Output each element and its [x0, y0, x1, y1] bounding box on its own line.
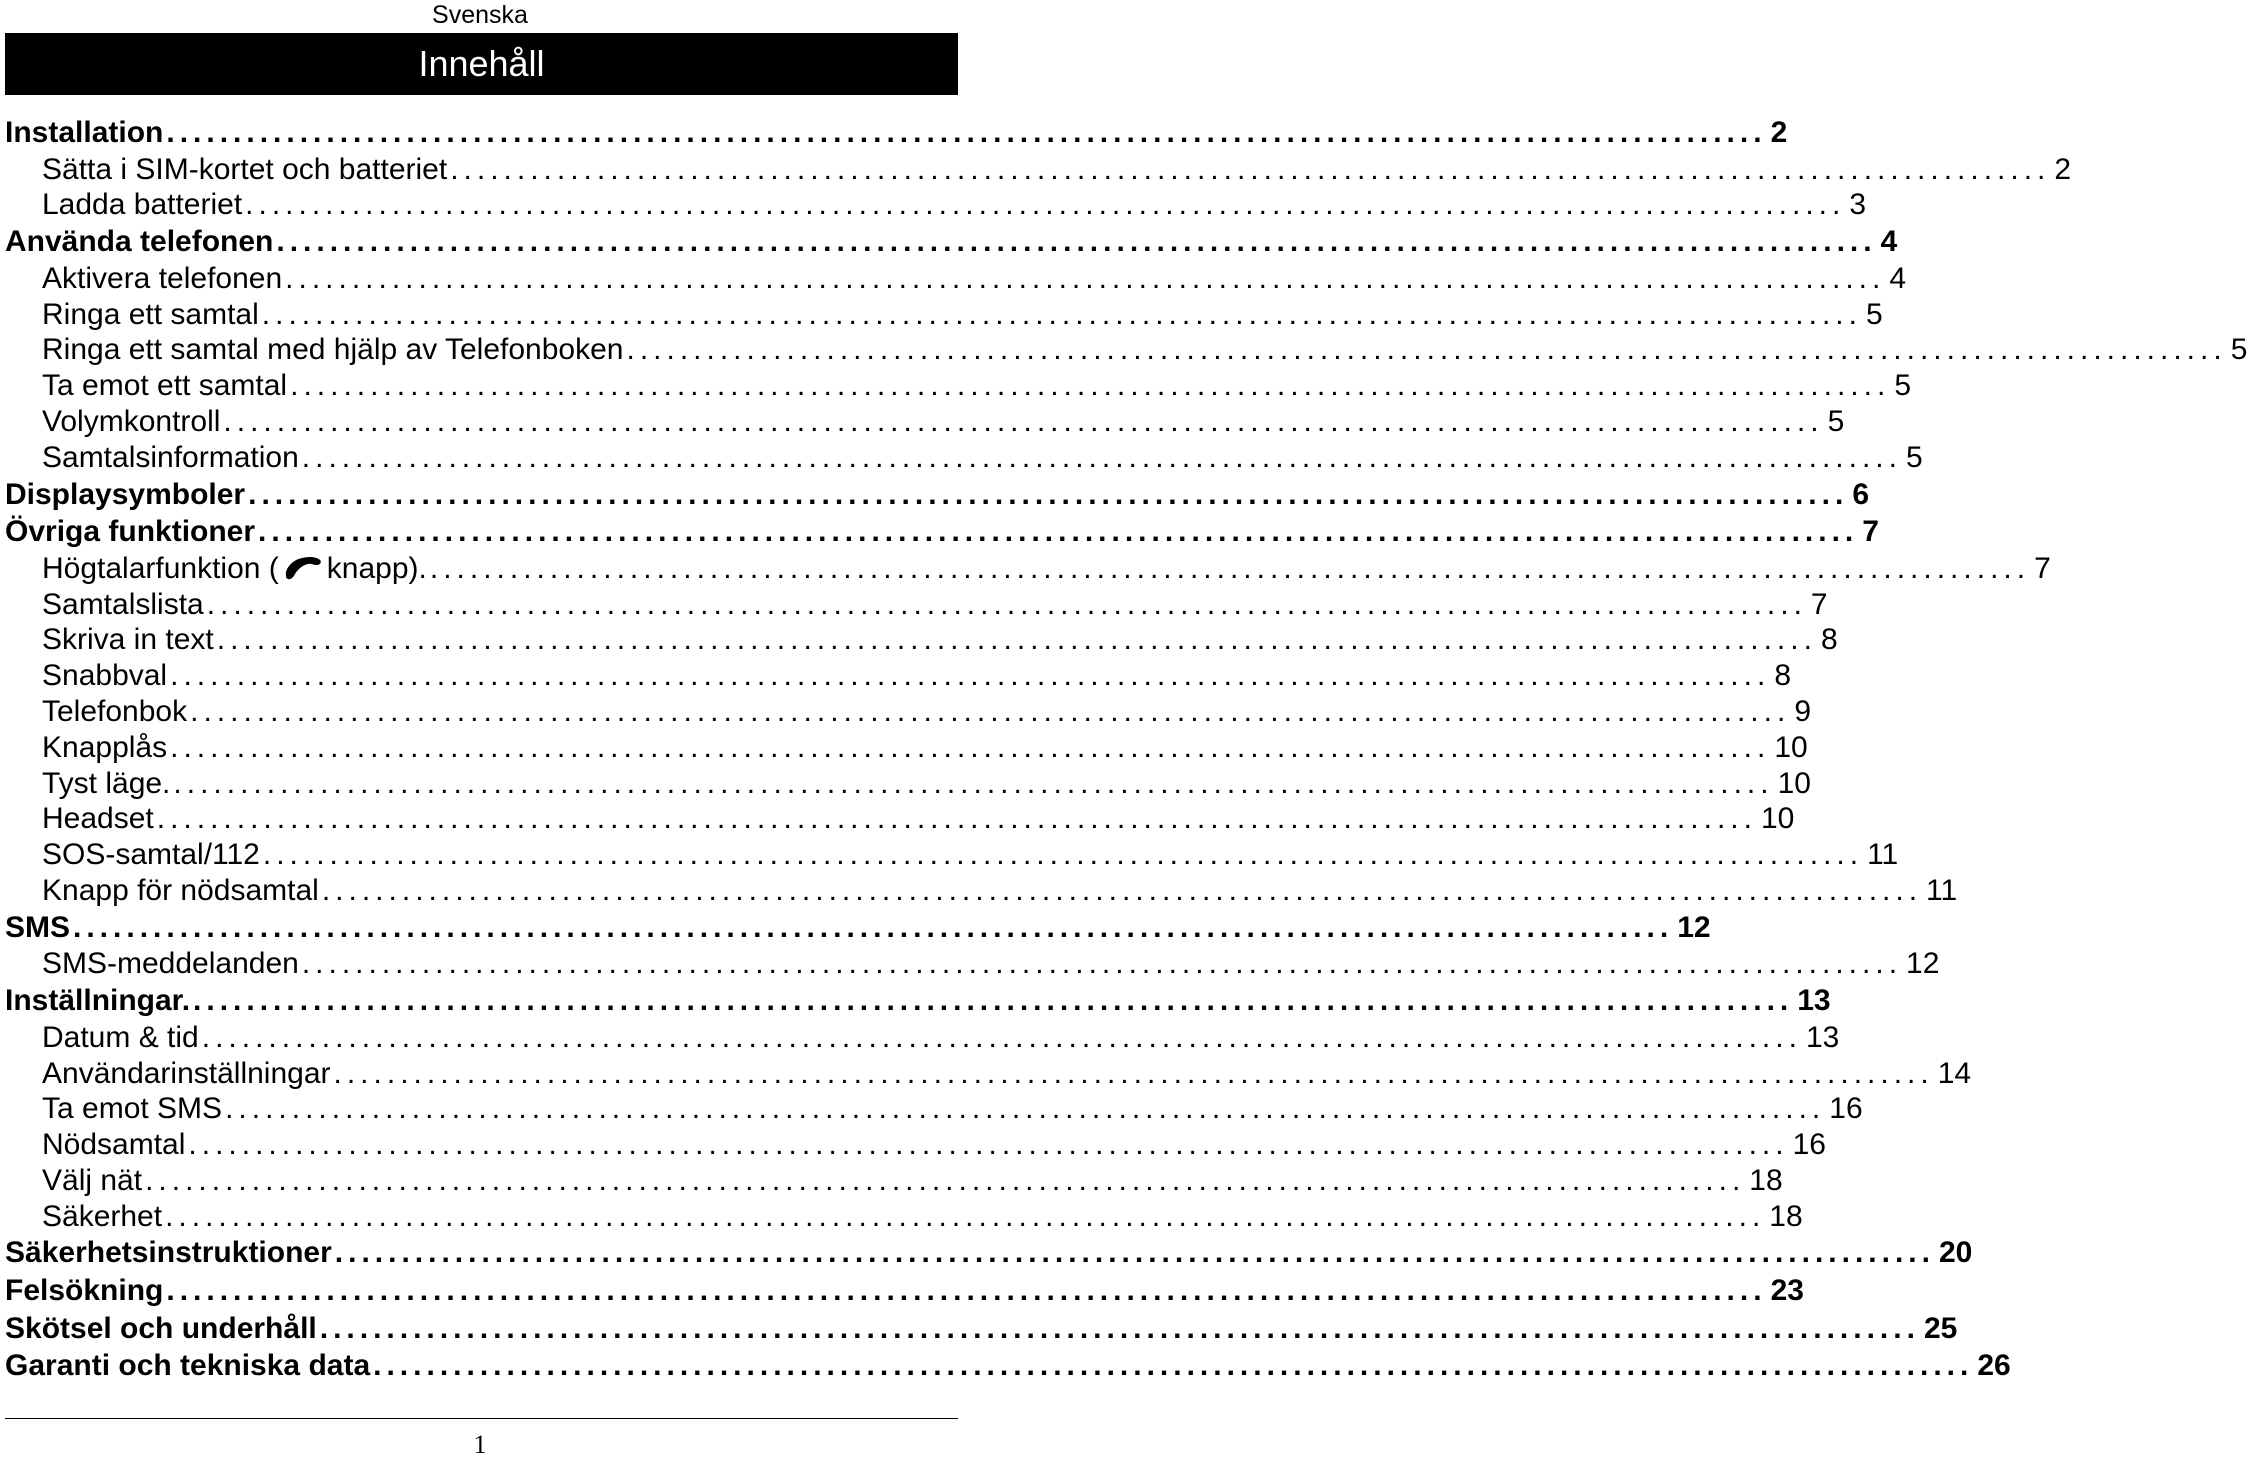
toc-subsection-entry: [5, 1020, 1840, 1056]
toc-entry-label-text: SMS-meddelanden: [42, 947, 299, 981]
toc-dot-leader: ........................................................................................................................: [301, 440, 1902, 474]
toc-subsection-entry: [5, 837, 1899, 873]
toc-dot-leader: ........................................................................................................................: [245, 188, 1846, 222]
toc-subsection-entry: [5, 873, 1958, 909]
toc-section-entry: [5, 513, 1879, 551]
toc-entry-label-text: Skriva in text: [42, 623, 214, 657]
toc-entry-label-text: Använda telefonen: [5, 225, 274, 259]
toc-entry-label-text: Volymkontroll: [42, 404, 221, 438]
toc-dot-leader: ........................................................................................................................: [262, 838, 1864, 872]
toc-subsection-entry: [5, 261, 1907, 297]
toc-dot-leader: ........................................................................................................................: [626, 333, 2227, 367]
toc-dot-leader: ........................................................................................................................: [170, 730, 1771, 764]
toc-subsection-entry: [5, 730, 1808, 766]
toc-page-number: 20: [1938, 1236, 1973, 1270]
language-label: Svenska: [432, 1, 528, 29]
toc-entry-label-text: Högtalarfunktion (: [42, 551, 279, 585]
toc-entry-label-text: Knapplås: [42, 730, 168, 764]
toc-entry-label-text: Datum & tid: [42, 1020, 199, 1054]
toc-dot-leader: ........................................................................................................................: [429, 551, 2031, 585]
toc-entry-label: [42, 297, 259, 333]
toc-entry-label-text: Snabbval: [42, 659, 168, 693]
toc-entry-label: [42, 873, 319, 909]
toc-dot-leader: ........................................................................................................................: [170, 659, 1771, 693]
toc-entry-label-text: Telefonbok: [42, 694, 188, 728]
toc-dot-leader: ........................................................................................................................: [223, 404, 1824, 438]
page-number: 1: [473, 1430, 487, 1459]
toc-entry-label: [42, 261, 282, 297]
toc-dot-leader: ........................................................................................................................: [258, 515, 1859, 549]
toc-page-number: 4: [1880, 225, 1898, 259]
toc-entry-label-text: SOS-samtal/112: [42, 838, 260, 872]
toc-dot-leader: ........................................................................................................................: [301, 947, 1903, 981]
toc-dot-leader: ........................................................................................................................: [285, 261, 1886, 295]
toc-dot-leader: ........................................................................................................................: [248, 477, 1849, 511]
toc-entry-label-text: Displaysymboler: [5, 477, 246, 511]
toc-entry-label-text: Ringa ett samtal med hjälp av Telefonboken: [42, 333, 624, 367]
toc-entry-label-text: Säkerhetsinstruktioner: [5, 1236, 332, 1270]
toc-page-number: 9: [1794, 694, 1811, 728]
toc-entry-label: [42, 404, 220, 440]
toc-dot-leader: ........................................................................................................................: [156, 802, 1757, 836]
toc-section-entry: [5, 1310, 1958, 1348]
toc-page-number: 8: [1820, 623, 1838, 657]
toc-page-number: 7: [2034, 551, 2051, 585]
toc-subsection-entry: [5, 1163, 1783, 1199]
toc-entry-label-text: Felsökning: [5, 1274, 164, 1308]
toc-entry-label: [5, 513, 255, 551]
toc-entry-label-text: Säkerhet: [42, 1199, 163, 1233]
toc-entry-label-text: Ringa ett samtal: [42, 297, 259, 331]
toc-entry-label: [42, 440, 299, 476]
toc-entry-label: [42, 187, 242, 223]
toc-entry-label-suffix: knapp).: [326, 551, 427, 585]
toc-entry-label: [5, 909, 70, 947]
toc-page-number: 5: [1865, 297, 1883, 331]
toc-page-number: 10: [1774, 730, 1808, 764]
toc-entry-label: [42, 332, 623, 368]
toc-entry-label: [42, 551, 427, 587]
toc-subsection-entry: [5, 404, 1845, 440]
toc-page-number: 12: [1906, 947, 1940, 981]
toc-entry-label-text: Tyst läge.: [42, 766, 171, 800]
toc-entry-label: [5, 1272, 163, 1310]
toc-entry-label: [5, 114, 163, 152]
footer-divider: [5, 1418, 958, 1419]
toc-entry-label-text: Samtalslista: [42, 587, 204, 621]
toc-entry-label-text: Övriga funktioner: [5, 515, 256, 549]
toc-dot-leader: ........................................................................................................................: [373, 1349, 1974, 1383]
toc-entry-label: [42, 368, 287, 404]
toc-dot-leader: ........................................................................................................................: [450, 152, 2051, 186]
toc-page-number: 11: [1926, 873, 1958, 907]
toc-page-number: 2: [1770, 116, 1788, 149]
toc-section-entry: [5, 982, 1831, 1020]
toc-page-number: 12: [1677, 910, 1711, 944]
toc-entry-label-text: Knapp för nödsamtal: [42, 873, 319, 907]
toc-subsection-entry: [5, 152, 2072, 188]
toc-dot-leader: ........................................................................................................................: [319, 1311, 1920, 1345]
toc-page-number: 4: [1889, 261, 1907, 295]
toc-entry-label: [42, 946, 299, 982]
toc-page-number: 16: [1829, 1092, 1863, 1126]
toc-entry-label-text: Ladda batteriet: [42, 188, 243, 222]
toc-subsection-entry: [5, 1091, 1863, 1127]
toc-subsection-entry: [5, 622, 1838, 658]
toc-subsection-entry: [5, 694, 1811, 730]
toc-dot-leader: ........................................................................................................................: [190, 694, 1791, 728]
toc-subsection-entry: [5, 187, 1867, 223]
toc-dot-leader: ........................................................................................................................: [321, 873, 1923, 907]
toc-entry-label: [42, 1020, 199, 1056]
toc-dot-leader: ........................................................................................................................: [334, 1236, 1935, 1270]
toc-entry-label: [5, 1310, 317, 1348]
toc-subsection-entry: [5, 658, 1791, 694]
toc-subsection-entry: [5, 766, 1811, 802]
toc-page-number: 3: [1849, 188, 1867, 222]
toc-section-entry: [5, 1272, 1804, 1310]
toc-dot-leader: ........................................................................................................................: [165, 1199, 1766, 1233]
toc-subsection-entry: [5, 1127, 1826, 1163]
toc-page-number: 10: [1760, 802, 1795, 836]
toc-entry-label: [42, 730, 167, 766]
toc-dot-leader: ........................................................................................................................: [166, 1274, 1767, 1308]
toc-entry-label-text: Ta emot SMS: [42, 1092, 223, 1126]
toc-entry-label: [42, 1199, 162, 1235]
toc-entry-label: [42, 1056, 331, 1092]
toc-entry-label-text: Samtalsinformation: [42, 440, 299, 474]
toc-page-number: 16: [1792, 1128, 1826, 1162]
toc-dot-leader: ........................................................................................................................: [216, 623, 1817, 657]
toc-entry-label-text: Aktivera telefonen: [42, 261, 283, 295]
toc-entry-label: [42, 1127, 185, 1163]
toc-dot-leader: ........................................................................................................................: [206, 587, 1807, 621]
toc-subsection-entry: [5, 946, 1940, 982]
toc-section-entry: [5, 114, 1788, 152]
toc-entry-label-text: Välj nät: [42, 1163, 143, 1197]
toc-entry-label: [5, 223, 273, 261]
toc-page-number: 2: [2054, 152, 2072, 186]
toc-subsection-entry: [5, 332, 2247, 368]
toc-entry-label-text: Nödsamtal: [42, 1128, 186, 1162]
toc-dot-leader: ........................................................................................................................: [145, 1163, 1746, 1197]
toc-dot-leader: ........................................................................................................................: [166, 116, 1767, 149]
toc-section-entry: [5, 909, 1711, 947]
toc-page-number: 7: [1810, 587, 1828, 621]
toc-entry-label: [42, 587, 204, 623]
toc-page-number: 14: [1937, 1056, 1972, 1090]
toc-entry-label: [5, 1347, 370, 1385]
toc-entry-label: [5, 982, 190, 1020]
toc-subsection-entry: [5, 587, 1828, 623]
toc-section-entry: [5, 1234, 1973, 1272]
toc-entry-label: [42, 837, 260, 873]
toc-entry-label: [42, 658, 167, 694]
toc-entry-label-text: Installation: [5, 116, 164, 149]
toc-dot-leader: ........................................................................................................................: [276, 225, 1877, 259]
toc-entry-label: [42, 622, 214, 658]
toc-page-number: 26: [1977, 1349, 2011, 1383]
toc-entry-label: [42, 152, 447, 188]
toc-entry-label-text: Inställningar.: [5, 984, 191, 1018]
toc-dot-leader: ........................................................................................................................: [333, 1056, 1934, 1090]
phone-handset-icon: [283, 554, 323, 582]
toc-subsection-entry: [5, 801, 1795, 837]
toc-subsection-entry: [5, 368, 1911, 404]
toc-page-number: 18: [1749, 1163, 1783, 1197]
toc-page-number: 7: [1862, 515, 1879, 549]
toc-page-number: 6: [1852, 477, 1869, 511]
toc-subsection-entry: [5, 440, 1923, 476]
toc-entry-label-text: Garanti och tekniska data: [5, 1349, 371, 1383]
toc-page-number: 11: [1867, 838, 1899, 872]
toc-dot-leader: ........................................................................................................................: [188, 1128, 1789, 1162]
toc-page-number: 5: [2230, 333, 2247, 367]
toc-entry-label: [5, 1234, 332, 1272]
toc-entry-label-text: SMS: [5, 910, 71, 944]
toc-entry-label-text: Sätta i SIM-kortet och batteriet: [42, 152, 448, 186]
toc-entry-label: [42, 694, 187, 730]
toc-page-number: 23: [1770, 1274, 1804, 1308]
toc-dot-leader: ........................................................................................................................: [201, 1020, 1802, 1054]
toc-entry-label-text: Ta emot ett samtal: [42, 369, 288, 403]
toc-page-number: 10: [1777, 766, 1811, 800]
toc-section-entry: [5, 476, 1869, 514]
toc-page-number: 5: [1894, 369, 1911, 403]
toc-page-number: 13: [1797, 984, 1831, 1018]
toc-page-number: 5: [1905, 440, 1923, 474]
toc-page-number: 5: [1827, 404, 1845, 438]
toc-section-entry: [5, 223, 1898, 261]
toc-dot-leader: ........................................................................................................................: [73, 910, 1674, 944]
toc-entry-label: [42, 801, 154, 837]
toc-entry-label: [42, 1091, 222, 1127]
toc-page-number: 25: [1923, 1311, 1958, 1345]
toc-page-number: 13: [1805, 1020, 1840, 1054]
toc-subsection-entry: [5, 551, 2051, 587]
table-of-contents: [5, 114, 2247, 1385]
page-title: Innehåll: [5, 33, 958, 95]
toc-dot-leader: ........................................................................................................................: [261, 297, 1862, 331]
toc-subsection-entry: [5, 1199, 1803, 1235]
toc-subsection-entry: [5, 1056, 1972, 1092]
toc-entry-label: [42, 1163, 142, 1199]
toc-dot-leader: ........................................................................................................................: [173, 766, 1774, 800]
toc-page-number: 18: [1769, 1199, 1803, 1233]
toc-dot-leader: ........................................................................................................................: [225, 1092, 1826, 1126]
toc-dot-leader: ........................................................................................................................: [193, 984, 1794, 1018]
toc-dot-leader: ........................................................................................................................: [290, 369, 1891, 403]
toc-entry-label-text: Användarinställningar: [42, 1056, 331, 1090]
toc-section-entry: [5, 1347, 2011, 1385]
toc-entry-label: [42, 766, 170, 802]
toc-subsection-entry: [5, 297, 1883, 333]
toc-entry-label-text: Headset: [42, 802, 154, 836]
toc-entry-label: [5, 476, 245, 514]
toc-entry-label-text: Skötsel och underhåll: [5, 1311, 317, 1345]
toc-page-number: 8: [1774, 659, 1791, 693]
